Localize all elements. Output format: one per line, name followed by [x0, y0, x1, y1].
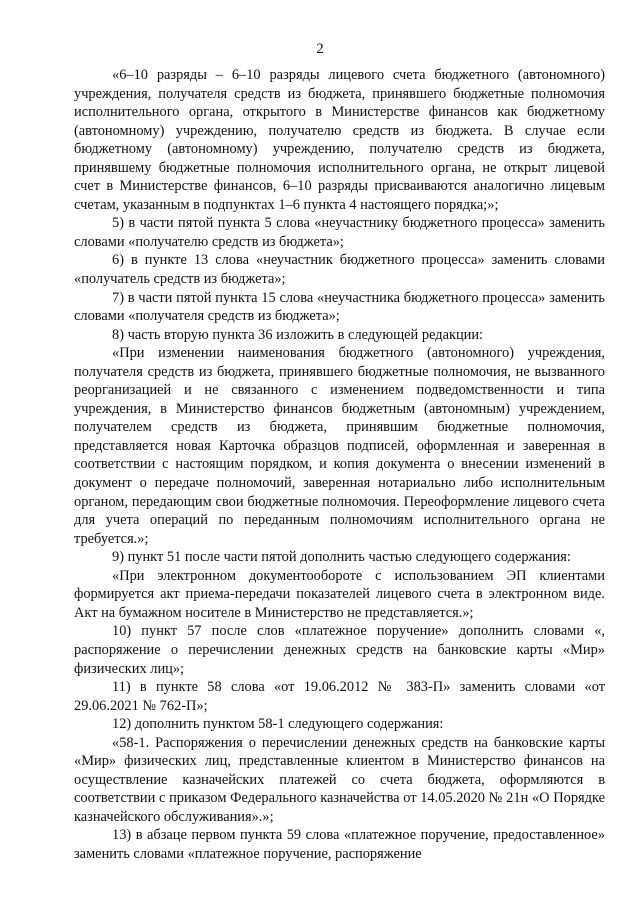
paragraph-7: 9) пункт 51 после части пятой дополнить частью следующего содержания: [112, 549, 571, 566]
paragraph-5: 8) часть вторую пункта 36 изложить в следующей редакции: [112, 326, 484, 343]
document-body [74, 66, 605, 864]
paragraph-8: «При электронном документообороте с использованием ЭП клиентами формируется акт приема-передачи показателей лицевого счета в электронном виде. Акт на бумажном носителе в Министерство не представляется.»; [74, 567, 605, 621]
paragraph-4: 7) в части пятой пункта 15 слова «неучастника бюджетного процесса» заменить словами «получателя средств из бюджета»; [74, 289, 605, 325]
paragraph-10: 11) в пункте 58 слова «от 19.06.2012 № 383-П» заменить словами «от 29.06.2021 № 762-П»; [74, 679, 605, 714]
paragraph-11: 12) дополнить пунктом 58-1 следующего содержания: [112, 716, 444, 733]
paragraph-1: «6–10 разряды – 6–10 разряды лицевого счета бюджетного (автономного) учреждения, получателя средств из бюджета, принявшего бюджетные полномочия исполнительного органа, открытого в Министерстве финансов как бюджетному (автономному) учреждению, получателю средств из бюджета. В случае если бюджетному (автономному) учреждению, получателю средств из бюджета, принявшему бюджетные полномочия исполнительного органа, не открыт лицевой счет в Министерстве финансов, 6–10 разряды присваиваются аналогично лицевым счетам, указанным в подпунктах 1–6 пункта 4 настоящего порядка;»; [74, 67, 605, 213]
paragraph-3: 6) в пункте 13 слова «неучастник бюджетного процесса» заменить словами «получатель средств из бюджета»; [74, 252, 605, 288]
paragraph-6: «При изменении наименования бюджетного (автономного) учреждения, получателя средств из бюджета, принявшего бюджетные полномочия, не вызванного реорганизацией и не связанного с изменением подведомственности и типа учреждения, в Министерство финансов бюджетным (автономным) учреждением, получателем средств из бюджета, принявшим бюджетные полномочия, представляется новая Карточка образцов подписей, оформленная и заверенная в соответствии с настоящим порядком, и копия документа о внесении изменений в документ о передаче полномочий, заверенная нотариально либо исполнительным органом, передающим свои бюджетные полномочия. Переоформление лицевого счета для учета операций по переданным полномочиям исполнительного органа не требуется.»; [74, 345, 605, 547]
paragraph-9: 10) пункт 57 после слов «платежное поручение» дополнить словами «, распоряжение о перечислении денежных средств на банковские карты «Мир» физических лиц»; [74, 623, 605, 677]
paragraph-12: «58-1. Распоряжения о перечислении денежных средств на банковские карты «Мир» физических лиц, представленные клиентом в Министерство финансов на осуществление казначейских платежей со счета бюджета, оформляются в соответствии с приказом Федерального казначейства от 14.05.2020 № 21н «О Порядке казначейского обслуживания».»; [74, 734, 605, 825]
paragraph-13: 13) в абзаце первом пункта 59 слова «платежное поручение, предоставленное» заменить словами «платежное поручение, распоряжение [74, 827, 605, 862]
paragraph-2: 5) в части пятой пункта 5 слова «неучастнику бюджетного процесса» заменить словами «получателю средств из бюджета»; [74, 215, 605, 250]
page-number: 2 [316, 41, 324, 57]
